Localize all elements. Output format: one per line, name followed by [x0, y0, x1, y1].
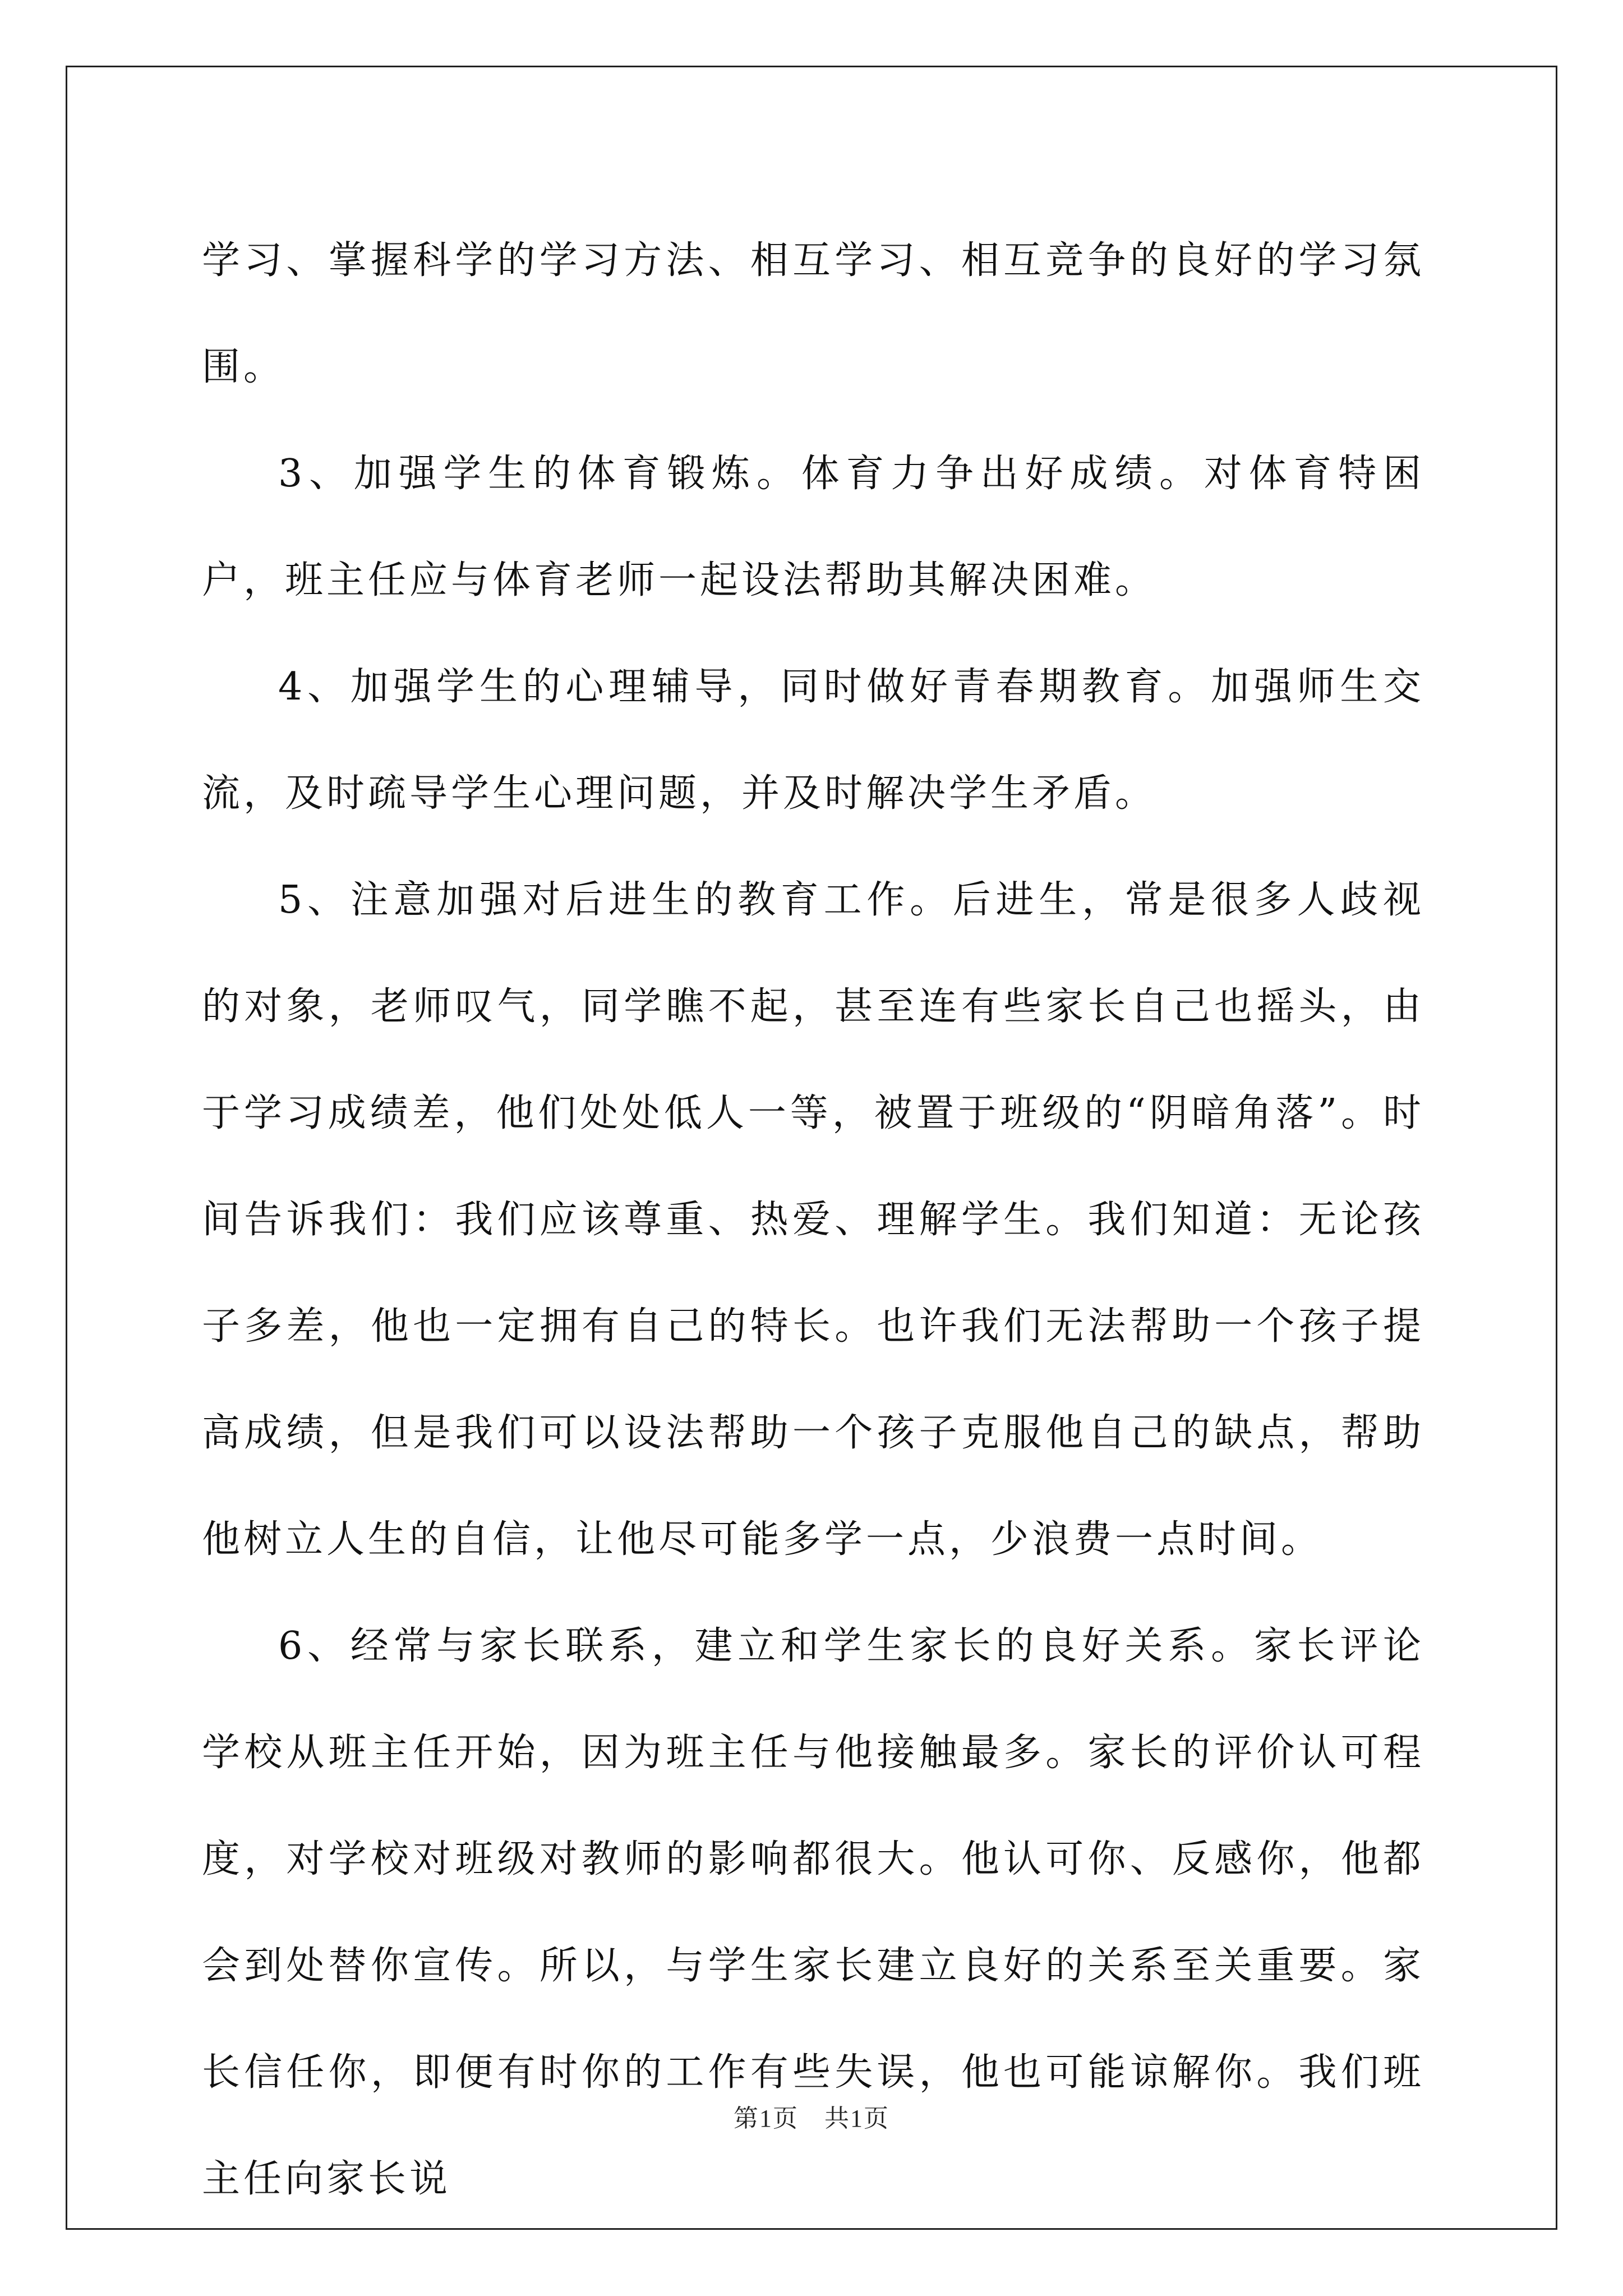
paragraph: 3、加强学生的体育锻炼。体育力争出好成绩。对体育特困户，班主任应与体育老师一起设法帮助其解决困难。	[202, 452, 1424, 602]
paragraph: 4、加强学生的心理辅导，同时做好青春期教育。加强师生交流，及时疏导学生心理问题，并及时解决学生矛盾。	[202, 665, 1424, 816]
paragraph: 5、注意加强对后进生的教育工作。后进生，常是很多人歧视的对象，老师叹气，同学瞧不起，甚至连有些家长自己也摇头，由于学习成绩差，他们处处低人一等，被置于班级的“阴暗角落”。时间告诉我们：我们应该尊重、热爱、理解学生。我们知道：无论孩子多差，他也一定拥有自己的特长。也许我们无法帮助一个孩子提高成绩，但是我们可以设法帮助一个孩子克服他自己的缺点，帮助他树立人生的自信，让他尽可能多学一点，少浪费一点时间。	[202, 878, 1424, 1562]
document-body	[202, 208, 1424, 2233]
paragraph: 6、经常与家长联系，建立和学生家长的良好关系。家长评论学校从班主任开始，因为班主任与他接触最多。家长的评价认可程度，对学校对班级对教师的影响都很大。他认可你、反感你，他都会到处替你宣传。所以，与学生家长建立良好的关系至关重要。家长信任你，即便有时你的工作有些失误，他也可能谅解你。我们班主任向家长说	[202, 1624, 1424, 2201]
page-number-footer: 第1页 共1页	[734, 2105, 889, 2132]
paragraph: 学习、掌握科学的学习方法、相互学习、相互竞争的良好的学习氛围。	[202, 238, 1424, 389]
